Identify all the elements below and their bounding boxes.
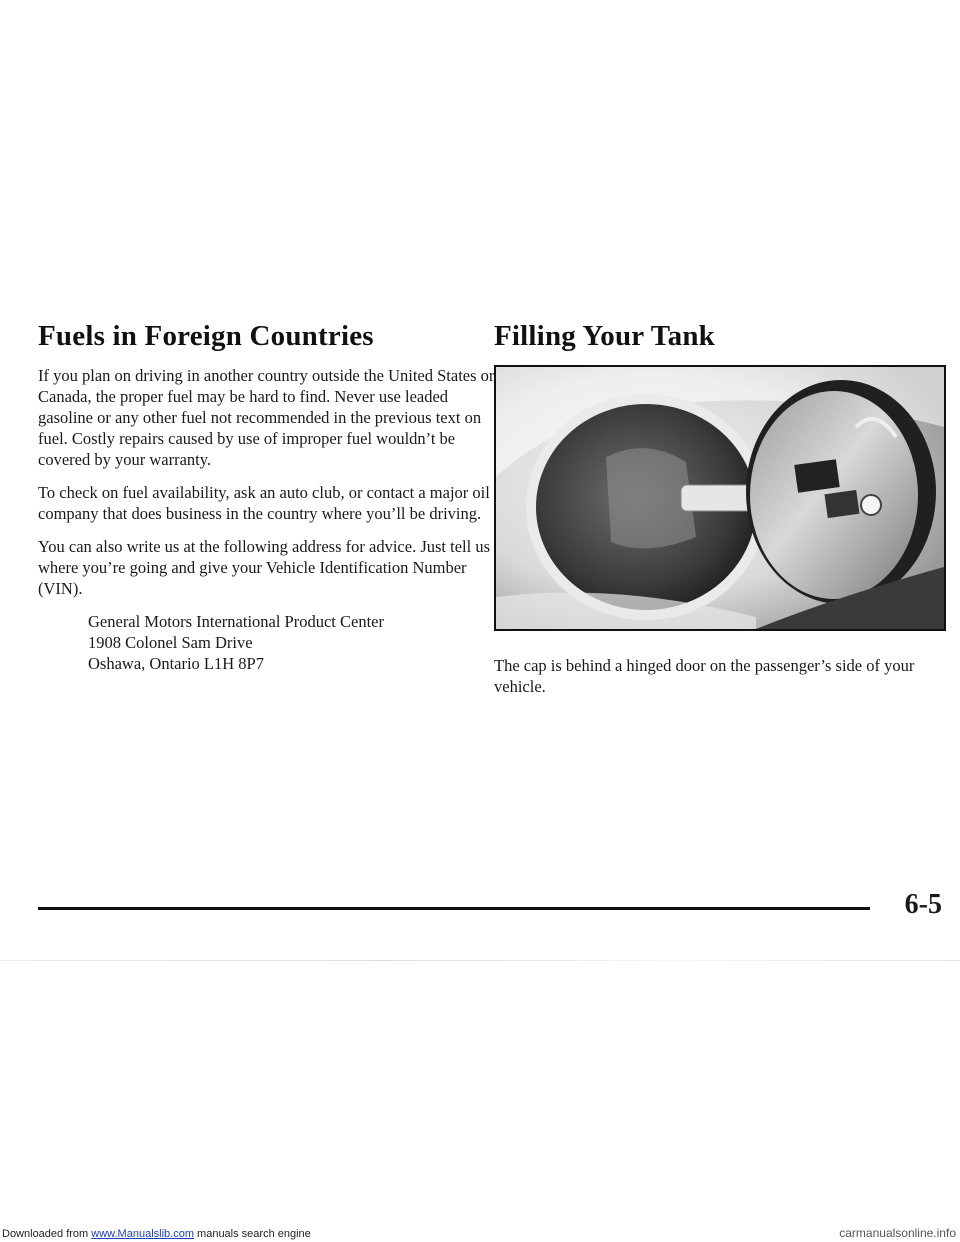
section-title-filling-tank: Filling Your Tank — [494, 320, 716, 352]
mailing-address — [88, 611, 500, 674]
fuel-door-illustration — [496, 367, 944, 629]
left-column — [38, 320, 500, 674]
download-footer — [2, 1228, 311, 1240]
watermark-text: carmanualsonline.info — [839, 1226, 956, 1240]
address-line-2: 1908 Colonel Sam Drive — [88, 633, 253, 652]
footer-rule — [38, 907, 870, 910]
address-line-3: Oshawa, Ontario L1H 8P7 — [88, 654, 264, 673]
page-number: 6-5 — [904, 889, 942, 920]
footer-suffix: manuals search engine — [193, 1228, 311, 1240]
paragraph-1: If you plan on driving in another country outside the United States or Canada, the proper fuel may be hard to find. Never use leaded gasoline or any other fuel not recommended in the previous text on fuel. Costly repairs caused by use of improper fuel wouldn’t be covered by your warranty. — [38, 366, 495, 469]
section-title-fuels-foreign: Fuels in Foreign Countries — [38, 320, 374, 352]
address-line-1: General Motors International Product Center — [88, 612, 384, 631]
paragraph-2: To check on fuel availability, ask an auto club, or contact a major oil company that does business in the country where you’ll be driving. — [38, 483, 490, 523]
footer-prefix: Downloaded from — [2, 1228, 92, 1240]
manualslib-link[interactable]: www.Manualslib.com — [91, 1228, 194, 1240]
paragraph-3: You can also write us at the following address for advice. Just tell us where you’re going and give your Vehicle Identification Number (VIN). — [38, 537, 490, 598]
fuel-door-photo — [494, 365, 946, 631]
right-column — [494, 320, 954, 697]
scan-artifact-line — [0, 960, 960, 961]
photo-caption: The cap is behind a hinged door on the passenger’s side of your vehicle. — [494, 656, 915, 696]
